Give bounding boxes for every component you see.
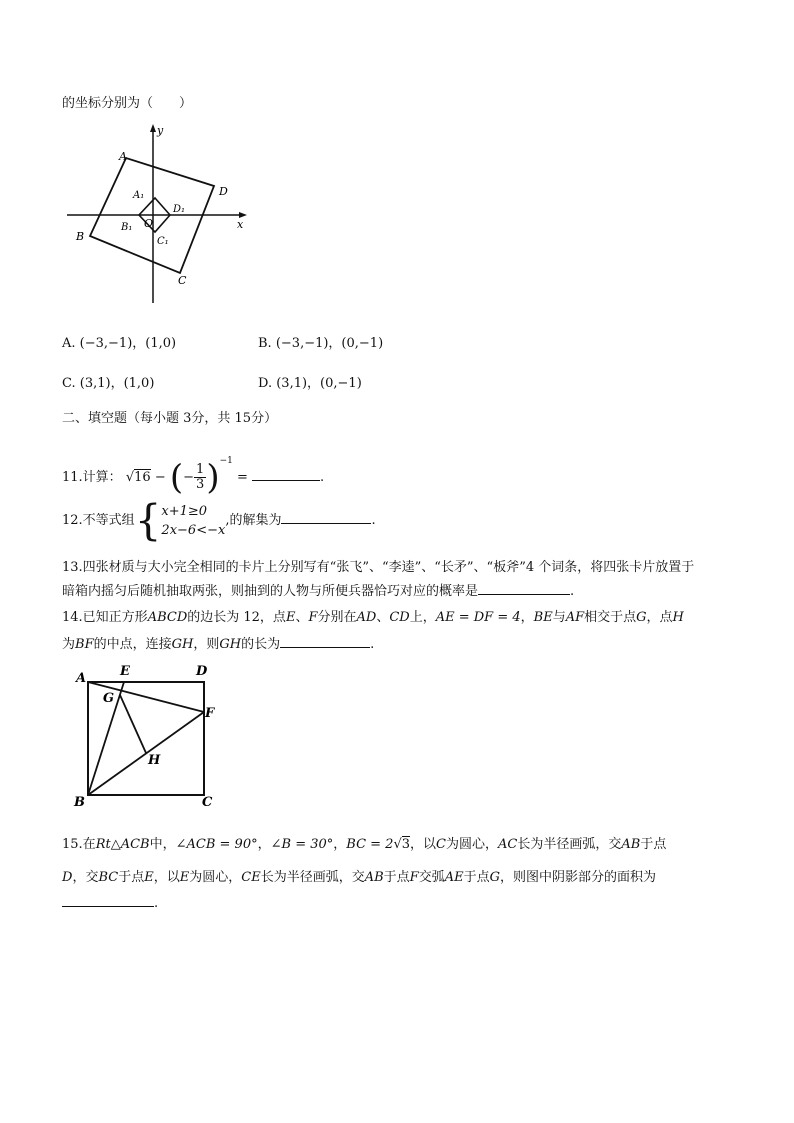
q14-line1 bbox=[62, 606, 684, 625]
q14-text: ，则 bbox=[193, 637, 220, 652]
option-c[interactable] bbox=[62, 372, 154, 391]
q15-ac: AC bbox=[498, 837, 518, 852]
q15-triangle: Rt△ACB bbox=[95, 837, 150, 852]
q15-text: ， bbox=[257, 837, 271, 852]
option-c-letter: C. bbox=[62, 376, 76, 391]
left-paren-icon: ( bbox=[169, 457, 184, 498]
section-title: 二、填空题（每小题 3分，共 15分） bbox=[62, 411, 278, 426]
q12-suffix: ,的解集为 bbox=[225, 513, 282, 528]
option-a-letter: A. bbox=[62, 336, 76, 351]
q15-text: 于点 bbox=[118, 870, 145, 885]
brace-icon: { bbox=[134, 495, 162, 545]
q14-cd: CD bbox=[389, 610, 410, 625]
q15-point-d: D bbox=[62, 870, 73, 885]
q14-af: AF bbox=[565, 610, 585, 625]
option-d[interactable] bbox=[258, 372, 362, 391]
option-a-text: (−3,−1)，(1,0) bbox=[79, 336, 177, 351]
q11-minus: − bbox=[154, 470, 166, 485]
q14-text: ， bbox=[520, 610, 534, 625]
q15-text: ，则图中阴影部分的面积为 bbox=[500, 870, 657, 885]
q12: 12.不等式组{ x+1≥0 2x−6<−x ,的解集为 . bbox=[62, 495, 376, 545]
q11-numerator: 1 bbox=[196, 462, 205, 478]
q11: 11.计算： √16 − (− $\frac{1}{3}$ )$^{-1}$ = . bbox=[62, 456, 325, 498]
y-axis-label: y bbox=[157, 124, 164, 137]
q15-text: 于点 bbox=[640, 837, 667, 852]
q13-answer-blank[interactable] bbox=[478, 582, 570, 595]
q15-text: ， bbox=[333, 837, 347, 852]
label-F: F bbox=[205, 706, 215, 721]
segment-gh bbox=[120, 695, 146, 753]
q14-line2: 为BF的中点，连接GH，则GH的长为 . bbox=[62, 637, 375, 652]
q14-text: ，点 bbox=[646, 610, 673, 625]
q15-text: 长为半径画弧，交 bbox=[517, 837, 622, 852]
option-b-letter: B. bbox=[258, 336, 272, 351]
label-D: D bbox=[196, 664, 208, 679]
label-B1: B₁ bbox=[121, 222, 133, 233]
q12-system bbox=[161, 502, 225, 540]
q15-point-e: E bbox=[144, 870, 154, 885]
q15-ae: AE bbox=[444, 870, 464, 885]
option-b[interactable] bbox=[258, 332, 383, 351]
q15-ab: AB bbox=[364, 870, 384, 885]
q12-answer-blank[interactable] bbox=[281, 511, 371, 524]
q12-line1: x+1≥0 bbox=[161, 503, 208, 519]
label-A: A bbox=[119, 150, 127, 163]
q15-text: ，以 bbox=[410, 837, 437, 852]
q11-denominator: 3 bbox=[196, 477, 205, 492]
sqrt-icon: √ bbox=[393, 837, 402, 852]
q15-point-f: F bbox=[409, 870, 419, 885]
q10-coordinate-figure bbox=[62, 118, 262, 308]
q15-text: 交弧 bbox=[418, 870, 445, 885]
q11-answer-blank[interactable] bbox=[252, 468, 320, 481]
q15-line3: . bbox=[62, 894, 158, 911]
q15-line1 bbox=[62, 833, 666, 852]
q14-square-figure bbox=[62, 660, 232, 812]
q15-angle-b: ∠B = 30° bbox=[270, 837, 334, 852]
q14-equation: AE = DF = 4 bbox=[435, 610, 521, 625]
option-d-text: (3,1)，(0,−1) bbox=[276, 376, 362, 391]
q14-point-e: E bbox=[285, 610, 296, 625]
q11-radicand: 16 bbox=[134, 470, 151, 485]
q14-text: 与 bbox=[552, 610, 566, 625]
sqrt-icon: √ bbox=[125, 470, 135, 485]
label-B: B bbox=[76, 230, 85, 243]
q15-ce: CE bbox=[241, 870, 261, 885]
label-E: E bbox=[120, 664, 130, 679]
q15-bc: BC bbox=[98, 870, 119, 885]
q14-ad: AD bbox=[356, 610, 377, 625]
q13-line2: 暗箱内摇匀后随机抽取两张，则抽到的人物与所便兵器恰巧对应的概率是 . bbox=[62, 584, 575, 599]
q15-text: 15.在 bbox=[62, 837, 96, 852]
q14-text: 分别在 bbox=[317, 610, 357, 625]
q15-bc: BC = 2 bbox=[346, 837, 394, 852]
right-paren-icon: ) bbox=[206, 457, 220, 498]
q11-exponent: −1 bbox=[219, 456, 233, 466]
q12-line2: 2x−6<−x bbox=[161, 522, 226, 538]
q14-text: 、 bbox=[295, 610, 309, 625]
q15-text: 为圆心， bbox=[446, 837, 499, 852]
q15-radicand: 3 bbox=[401, 837, 411, 852]
option-c-text: (3,1)，(1,0) bbox=[79, 376, 155, 391]
q15-point-c: C bbox=[436, 837, 446, 852]
q14-be: BE bbox=[533, 610, 553, 625]
q11-fraction bbox=[194, 463, 206, 491]
q15-text: 为圆心， bbox=[189, 870, 242, 885]
label-C1: C₁ bbox=[157, 236, 169, 247]
q11-prefix: 11.计算： bbox=[62, 470, 122, 485]
q15-text: ，交 bbox=[72, 870, 99, 885]
option-d-letter: D. bbox=[258, 376, 273, 391]
q12-prefix: 12.不等式组 bbox=[62, 513, 135, 528]
label-C: C bbox=[178, 274, 187, 287]
q15-text: 中， bbox=[149, 837, 176, 852]
q15-text: 长为半径画弧，交 bbox=[260, 870, 365, 885]
q14-answer-blank[interactable] bbox=[280, 635, 370, 648]
q15-angle-acb: ∠ACB = 90° bbox=[175, 837, 258, 852]
y-axis-arrow-icon bbox=[150, 124, 156, 132]
q14-text: 14.已知正方形 bbox=[62, 610, 148, 625]
q11-neg: − bbox=[183, 470, 195, 485]
q15-text: 于点 bbox=[463, 870, 490, 885]
x-axis-label: x bbox=[237, 218, 244, 231]
segment-bf bbox=[88, 712, 204, 795]
q14-gh: GH bbox=[171, 637, 194, 652]
option-a[interactable] bbox=[62, 332, 176, 351]
label-B: B bbox=[74, 795, 85, 810]
q13-line1: 13.四张材质与大小完全相同的卡片上分别写有“张飞”、“李逵”、“长矛”、“板斧”4 个词条，将四张卡片放置于 bbox=[62, 560, 695, 575]
q15-line2 bbox=[62, 866, 656, 885]
q14-text: 上， bbox=[409, 610, 436, 625]
q14-point-f: F bbox=[308, 610, 318, 625]
q15-ab: AB bbox=[621, 837, 641, 852]
q14-text: 相交于点 bbox=[584, 610, 637, 625]
q15-point-g: G bbox=[489, 870, 501, 885]
option-b-text: (−3,−1)，(0,−1) bbox=[275, 336, 384, 351]
q14-gh: GH bbox=[219, 637, 242, 652]
q15-text: ，以 bbox=[153, 870, 180, 885]
q15-point-e: E bbox=[179, 870, 190, 885]
label-H: H bbox=[148, 753, 161, 768]
q14-point-h: H bbox=[672, 610, 684, 625]
label-O: O bbox=[144, 217, 154, 230]
q14-abcd: ABCD bbox=[147, 610, 188, 625]
q14-text: 的长为 bbox=[241, 637, 281, 652]
label-D1: D₁ bbox=[173, 204, 186, 215]
q15-answer-blank[interactable] bbox=[62, 894, 154, 907]
label-D: D bbox=[219, 185, 228, 198]
q14-text: 、 bbox=[376, 610, 390, 625]
q11-equals: = bbox=[237, 470, 248, 485]
q14-text: 的边长为 12，点 bbox=[187, 610, 286, 625]
label-G: G bbox=[103, 691, 115, 706]
q10-stem: 的坐标分别为（ ） bbox=[62, 96, 193, 111]
q14-point-g: G bbox=[636, 610, 647, 625]
label-A1: A₁ bbox=[133, 190, 145, 201]
label-C: C bbox=[202, 795, 213, 810]
q13-line2-text: 暗箱内摇匀后随机抽取两张，则抽到的人物与所便兵器恰巧对应的概率是 bbox=[62, 584, 479, 599]
q14-text: 的中点，连接 bbox=[93, 637, 172, 652]
q15-text: 于点 bbox=[383, 870, 410, 885]
q14-bf: BF bbox=[75, 637, 94, 652]
label-A: A bbox=[76, 671, 87, 686]
q14-text: 为 bbox=[62, 637, 76, 652]
